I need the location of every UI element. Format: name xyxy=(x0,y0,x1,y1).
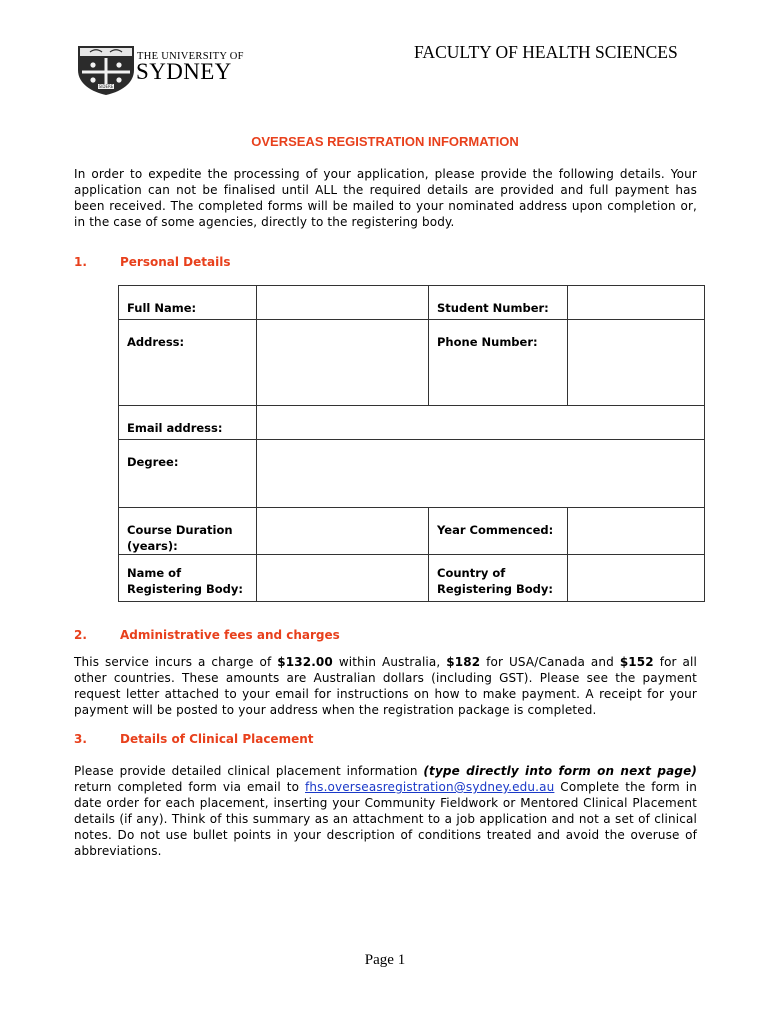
address-field[interactable] xyxy=(257,320,429,406)
document-title: OVERSEAS REGISTRATION INFORMATION xyxy=(251,134,519,149)
course-duration-label: Course Duration (years): xyxy=(119,508,257,555)
email-field[interactable] xyxy=(257,406,705,440)
phone-number-field[interactable] xyxy=(568,320,705,406)
degree-field[interactable] xyxy=(257,440,705,508)
university-line: THE UNIVERSITY OF xyxy=(137,51,244,62)
registering-body-field[interactable] xyxy=(257,555,429,602)
student-number-field[interactable] xyxy=(568,286,705,320)
instruction-emphasis: (type directly into form on next page) xyxy=(423,764,697,778)
svg-text:SIDERE: SIDERE xyxy=(98,84,114,89)
phone-number-label: Phone Number: xyxy=(429,320,568,406)
full-name-label: Full Name: xyxy=(119,286,257,320)
section-1-number: 1. xyxy=(74,255,87,269)
year-commenced-field[interactable] xyxy=(568,508,705,555)
faculty-title: FACULTY OF HEALTH SCIENCES xyxy=(414,42,678,62)
degree-label: Degree: xyxy=(119,440,257,508)
submission-email-link[interactable]: fhs.overseasregistration@sydney.edu.au xyxy=(305,780,555,794)
registering-body-label: Name of Registering Body: xyxy=(119,555,257,602)
placement-paragraph: Please provide detailed clinical placement information (type directly into form on next page) return completed form via email to fhs.overseasregistration@sydney.edu.au Complete the form in date order for each placement, inserting your Community Fieldwork or Mentored Clinical Placement details (if any). Think of this summary as an attachment to a job application and not a set of clinical notes. Do not use bullet points in your description of conditions treated and avoid the overuse of abbreviations. xyxy=(74,764,698,858)
section-2-number: 2. xyxy=(74,628,87,642)
intro-paragraph: In order to expedite the processing of your application, please provide the following details. Your application can not be finalised until ALL the required details are provided and full payment has been received. The completed forms will be mailed to your nominated address upon completion or, in the case of some agencies, directly to the registering body. xyxy=(74,167,697,229)
section-2-title: Administrative fees and charges xyxy=(120,628,340,642)
section-3-title: Details of Clinical Placement xyxy=(120,732,314,746)
country-field[interactable] xyxy=(568,555,705,602)
fees-paragraph: This service incurs a charge of $132.00 within Australia, $182 for USA/Canada and $152 for all other countries. These amounts are Australian dollars (including GST). Please see the payment request letter attached to your email for instructions on how to make payment. A receipt for your payment will be posted to your address when the registration package is completed. xyxy=(74,655,697,717)
course-duration-field[interactable] xyxy=(257,508,429,555)
email-label: Email address: xyxy=(119,406,257,440)
country-label: Country of Registering Body: xyxy=(429,555,568,602)
fee-other: $152 xyxy=(619,655,654,669)
personal-details-table xyxy=(118,285,705,602)
university-name: SYDNEY xyxy=(136,59,232,84)
university-crest-icon xyxy=(76,44,136,96)
section-3-number: 3. xyxy=(74,732,87,746)
year-commenced-label: Year Commenced: xyxy=(429,508,568,555)
fee-usa-canada: $182 xyxy=(446,655,481,669)
full-name-field[interactable] xyxy=(257,286,429,320)
address-label: Address: xyxy=(119,320,257,406)
page-number: Page 1 xyxy=(364,952,406,968)
section-1-title: Personal Details xyxy=(120,255,231,269)
fee-australia: $132.00 xyxy=(277,655,333,669)
student-number-label: Student Number: xyxy=(429,286,568,320)
